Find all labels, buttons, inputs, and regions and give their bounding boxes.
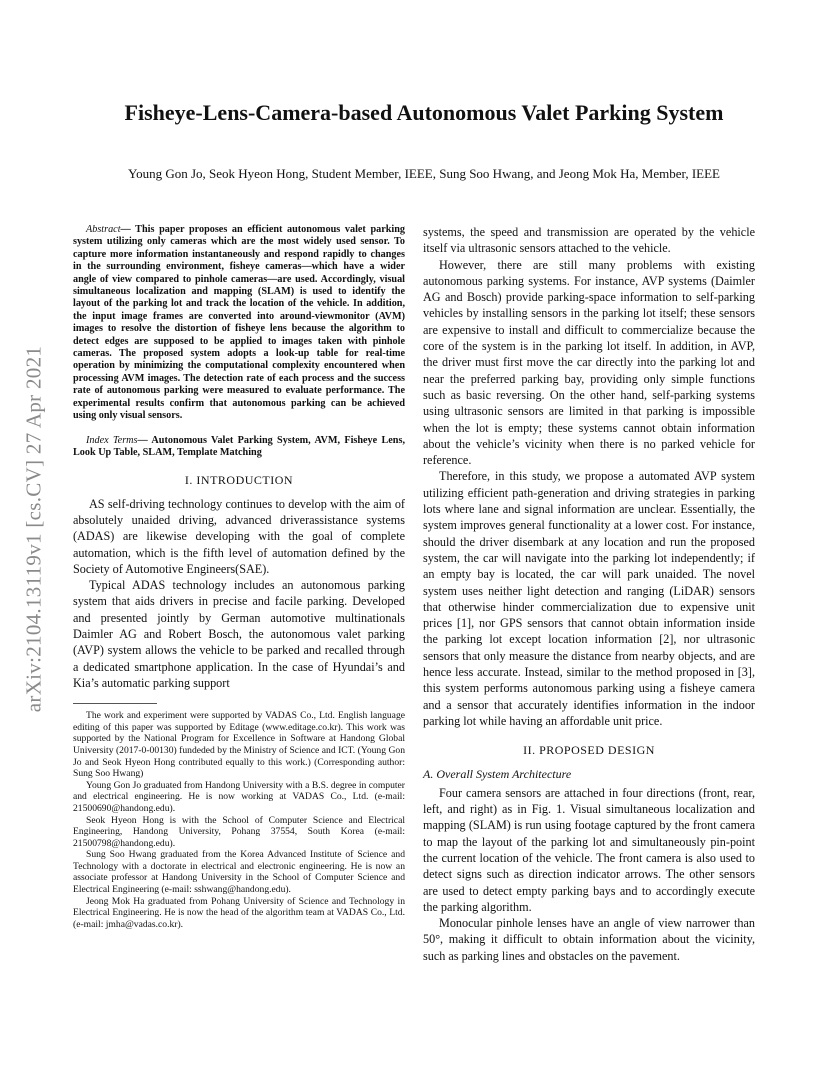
- footnote: Jeong Mok Ha graduated from Pohang University of Science and Technology in Electrical Engineering. He is now the head of the algorithm team at VADAS Co., Ltd. (e-mail: jmha@vadas.co.kr).: [73, 895, 405, 930]
- intro-paragraph-1: AS self-driving technology continues to develop with the aim of absolutely unaided driving, advanced driverassistance systems (ADAS) are likewise developing with the goal of complete automation, which is the fifth level of automation defined by the Society of Automotive Engineers(SAE).: [73, 496, 405, 576]
- index-terms: [73, 435, 405, 460]
- footnotes: [73, 710, 405, 930]
- subsection-heading: A. Overall System Architecture: [423, 766, 572, 781]
- right-column: [423, 224, 755, 964]
- footnote-divider: [73, 703, 157, 704]
- body-paragraph: Therefore, in this study, we propose a automated AVP system utilizing efficient path-generation and driving strategies in parking lots where lane and signal information are unclear. Essentially, the system improves general functionality at a lower cost. For instance, should the driver disembark at any location and run the proposed system, the car will navigate into the parking lot independently; if an empty bay is located, the car will park unaided. The novel system uses neither light detection and ranging (LiDAR) sensors that otherwise hinder commercialization due to expensive unit prices [1], nor GPS sensors that cannot obtain information inside the parking lot except location information [2], nor ultrasonic sensors that only measure the distance from nearby objects, and are hence less accurate. Instead, similar to the method proposed in [3], this system performs autonomous parking using a fisheye camera and a sensor that accurately identifies information in the indoor parking lot while having an affordable unit price.: [423, 469, 755, 728]
- author-list: Young Gon Jo, Seok Hyeon Hong, Student Member, IEEE, Sung Soo Hwang, and Jeong Mok Ha, Member, IEEE: [128, 166, 720, 181]
- left-column: [73, 224, 405, 930]
- arxiv-id: arXiv:2104.13119v1 [cs.CV] 27 Apr 2021: [21, 345, 46, 713]
- body-paragraph: systems, the speed and transmission are operated by the vehicle itself via ultrasonic sensors attached to the vehicle.: [423, 225, 755, 256]
- footnote: Seok Hyeon Hong is with the School of Computer Science and Electrical Engineering, Handong University, Pohang 37554, South Korea (e-mail: 21500798@handong.edu).: [73, 814, 405, 849]
- footnote: Young Gon Jo graduated from Handong University with a B.S. degree in computer and electrical engineering. He is now working at VADAS Co., Ltd. (e-mail: 21500690@handong.edu).: [73, 779, 405, 814]
- paper-title: Fisheye-Lens-Camera-based Autonomous Valet Parking System: [124, 100, 724, 125]
- body-paragraph: Monocular pinhole lenses have an angle of view narrower than 50°, making it difficult to obtain information about the vicinity, such as parking lines and obstacles on the pavement.: [423, 916, 755, 963]
- abstract-label: Abstract: [86, 224, 121, 235]
- abstract: [73, 224, 405, 423]
- body-paragraph: Four camera sensors are attached in four directions (front, rear, left, and right) as in Fig. 1. Visual simultaneous localization and mapping (SLAM) is run using footage captured by the front camera to map the layout of the parking lot and simultaneously pin-point the current location of the vehicle. The front camera is also used to detect signs such as direction indicator arrows. The other sensors are used to detect empty parking bays and to accordingly execute the parking algorithm.: [423, 785, 755, 914]
- footnote: The work and experiment were supported by VADAS Co., Ltd. English language editing of this paper was supported by Editage (www.editage.co.kr). This work was supported by the National Program for Excellence in Software at Handong Global University (2017-0-00130) fundeded by the Ministry of Science and ICT. (Young Gon Jo and Seok Hyeon Hong contributed equally to this work.) (Corresponding author: Sung Soo Hwang): [73, 710, 405, 780]
- footnote: Sung Soo Hwang graduated from the Korea Advanced Institute of Science and Technology with a doctorate in electrical and electronic engineering. He is now an associate professor at Handong University in the School of Computer Science and Electrical Engineering (e-mail: sshwang@handong.edu).: [73, 849, 405, 896]
- section-heading-introduction: I. INTRODUCTION: [184, 473, 294, 488]
- index-terms-text: — Autonomous Valet Parking System, AVM, Fisheye Lens, Look Up Table, SLAM, Template Matching: [73, 434, 405, 458]
- index-terms-label: Index Terms: [86, 434, 138, 446]
- body-paragraph: However, there are still many problems with existing autonomous parking systems. For instance, AVP systems (Daimler AG and Bosch) provide parking-space information to self-parking vehicles by installing sensors in the parking lot itself; these sensors are expensive to install and difficult to commercialize because the core of the system is in the parking lot itself. In addition, in AVP, the driver must first move the car directly into the parking lot and near the preferred parking bay, providing only simple functions such as basic reversing. On the other hand, self-parking systems using ultrasonic sensors are limited in that parking is impossible when the lot is empty; these systems cannot obtain information about the vehicle’s vicinity when there is no parked vehicle for reference.: [423, 257, 755, 468]
- section-heading-proposed-design: II. PROPOSED DESIGN: [523, 743, 655, 758]
- intro-paragraph-2: Typical ADAS technology includes an autonomous parking system that aids drivers in precise and facile parking. Developed and presented jointly by German automotive multinationals Daimler AG and Robert Bosch, the autonomous valet parking (AVP) system allows the vehicle to be parked and recalled through a dedicated smartphone application. In the case of Hyundai’s and Kia’s automatic parking support: [73, 578, 405, 690]
- abstract-text: — This paper proposes an efficient autonomous valet parking system utilizing only cameras which are the most widely used sensor. To capture more information instantaneously and respond rapidly to changes in the surrounding environment, fisheye cameras—which have a wider angle of view compared to pinhole cameras—are used. Accordingly, visual simultaneous localization and mapping (SLAM) is used to identify the layout of the parking lot and track the location of the vehicle. In addition, the input image frames are converted into around-viewmonitor (AVM) images to resolve the distortion of fisheye lens because the algorithm to detect edges are supposed to be applied to images taken with pinhole cameras. The proposed system adopts a look-up table for real-time operation by minimizing the computational complexity encountered when processing AVM images. The detection rate of each process and the success rate of autonomous parking were measured to evaluate performance. The experimental results confirm that autonomous parking can be achieved using only visual sensors.: [73, 224, 405, 422]
- arxiv-watermark: [14, 284, 54, 774]
